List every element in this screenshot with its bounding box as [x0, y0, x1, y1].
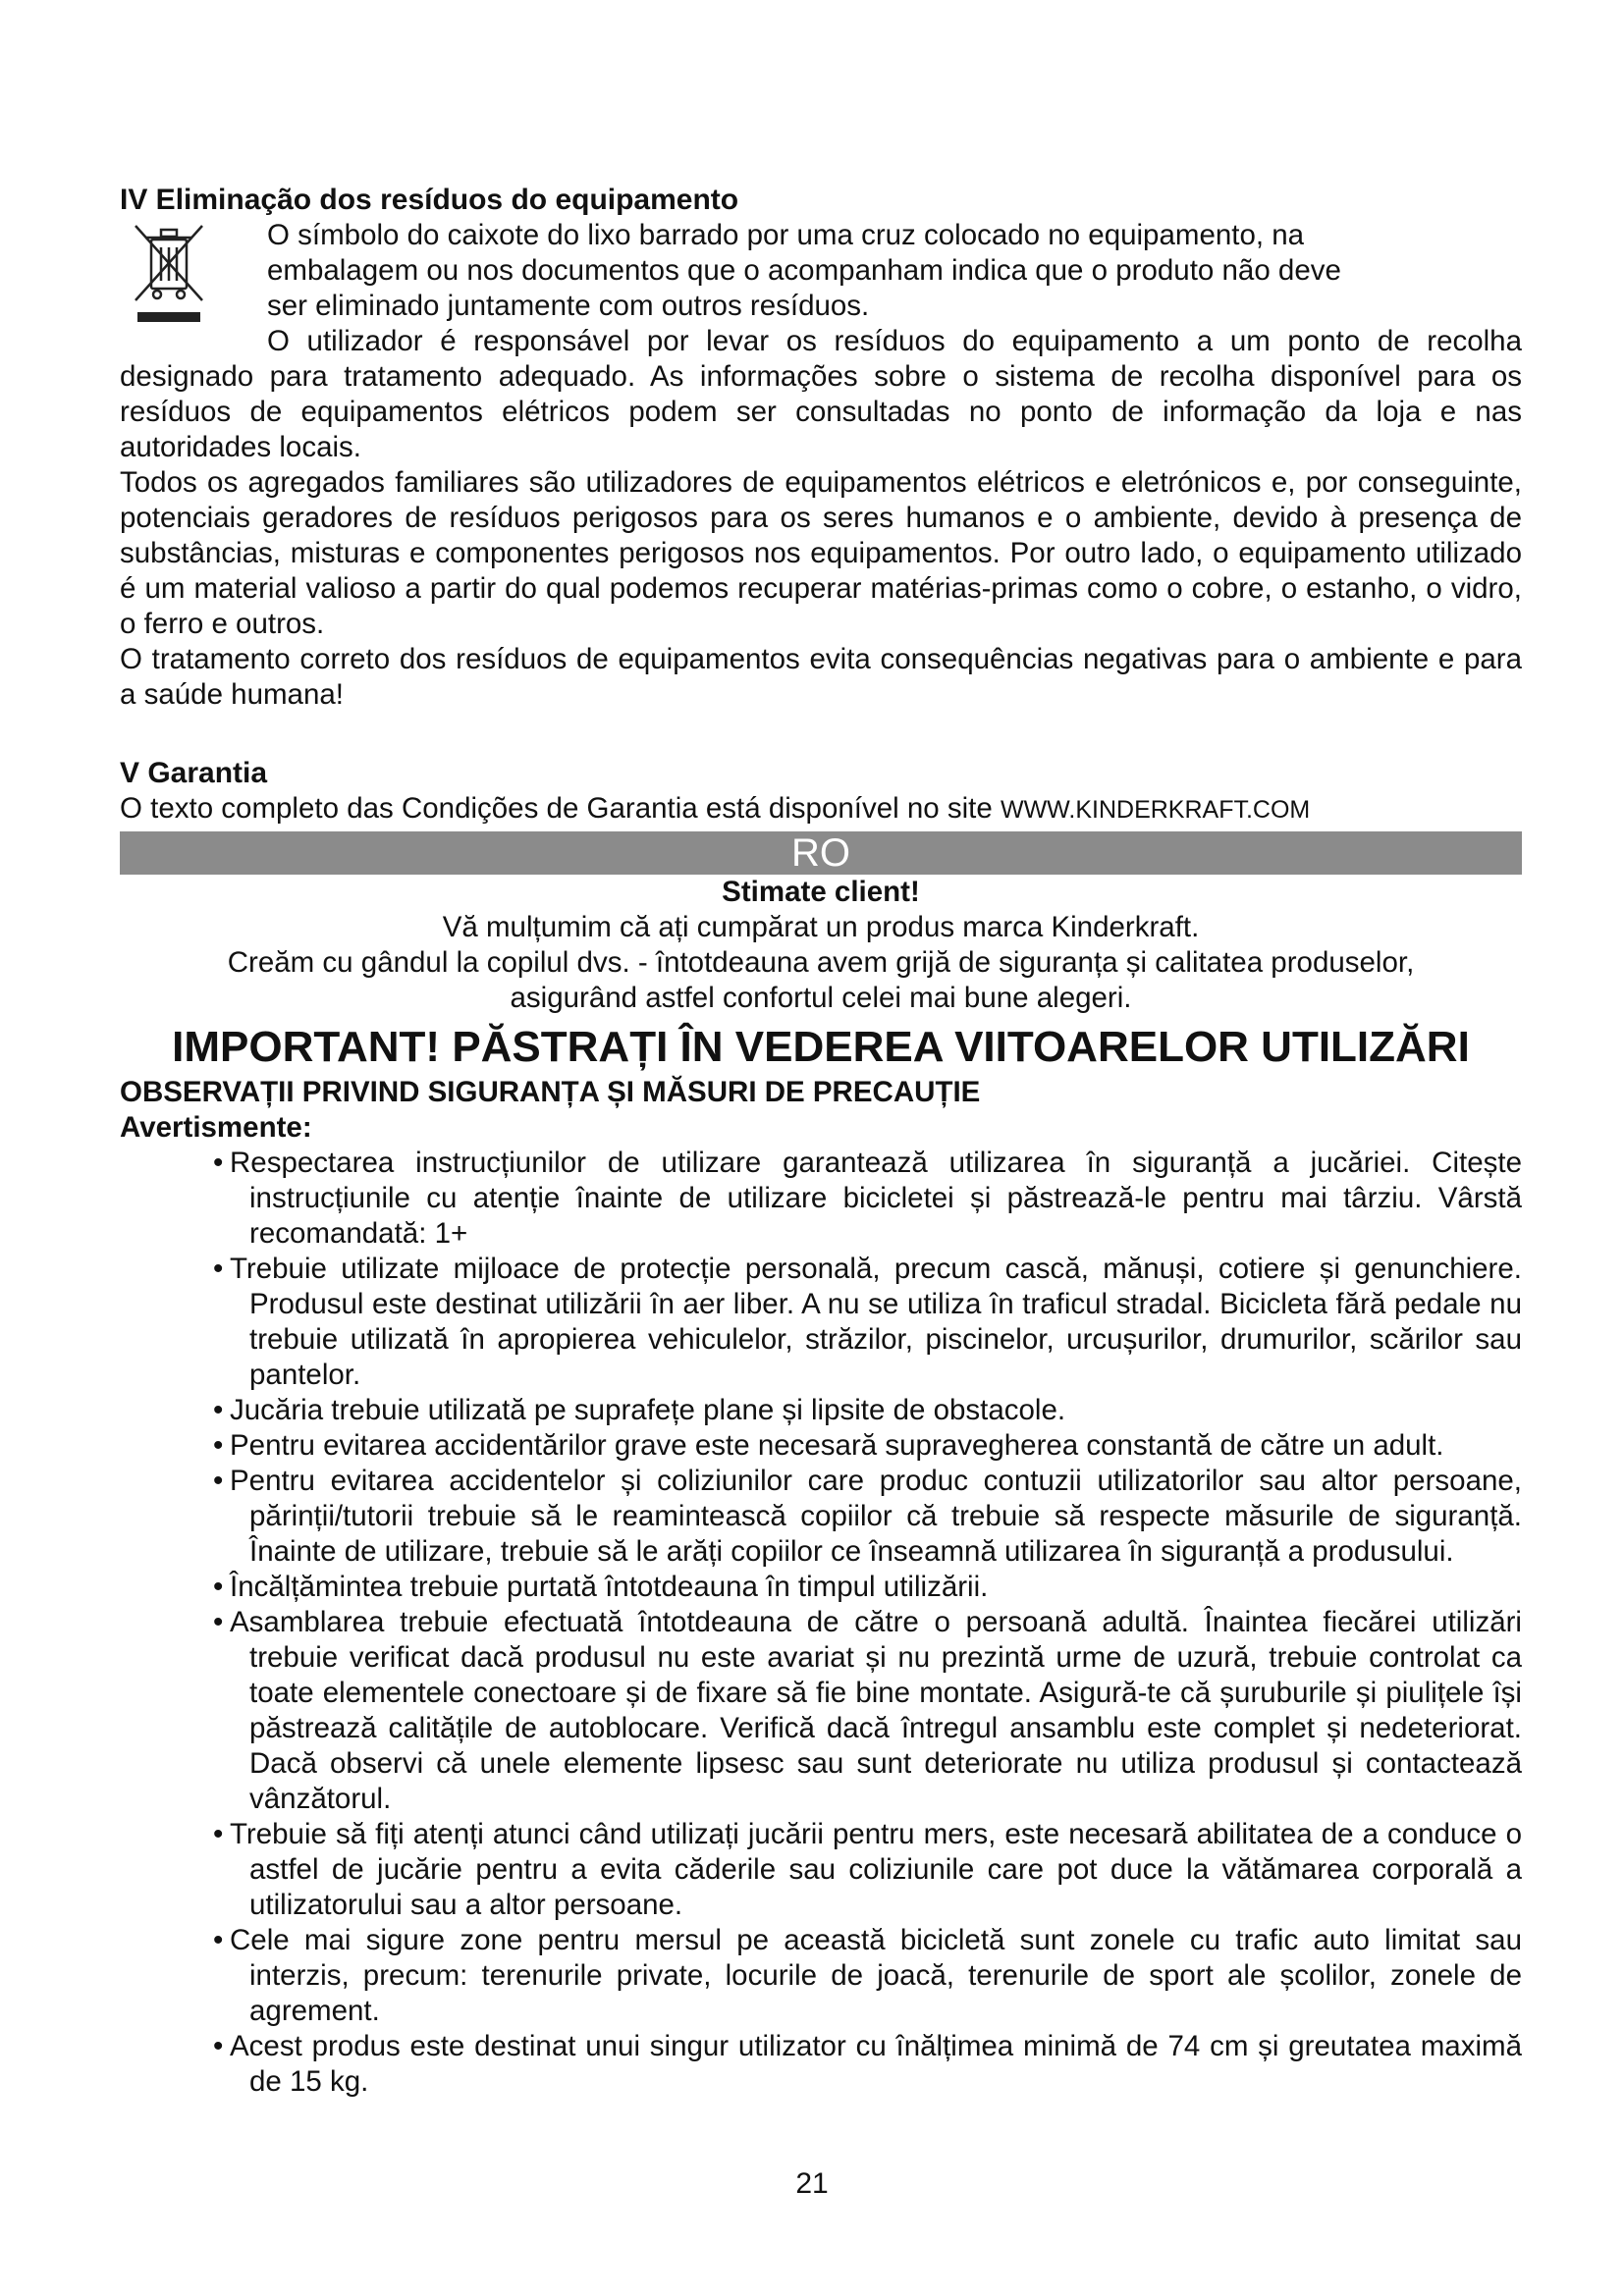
warnings-list [120, 1146, 1522, 2100]
warranty-sentence: O texto completo das Condições de Garantia está disponível no site [120, 792, 1001, 825]
list-item: • Pentru evitarea accidentărilor grave este necesară supravegherea constantă de către un adult. [120, 1428, 1522, 1464]
greeting: Stimate client! [722, 876, 920, 908]
intro-line-1: Creăm cu gândul la copilul dvs. - întotdeauna avem grijă de siguranța și calitatea produselor, [227, 946, 1415, 979]
disposal-paragraph-3: O tratamento correto dos resíduos de equipamentos evita consequências negativas para o ambiente e para a saúde humana! [120, 643, 1522, 711]
list-item: • Acest produs este destinat unui singur utilizator cu înălțimea minimă de 74 cm și greutatea maximă de 15 kg. [120, 2029, 1522, 2100]
weee-line: O símbolo do caixote do lixo barrado por uma cruz colocado no equipamento, na [267, 219, 1305, 251]
warranty-text [120, 791, 1522, 828]
list-item: • Trebuie să fiți atenți atunci când utilizați jucării pentru mers, este necesară abilitatea de a conduce o astfel de jucărie pentru a evita căderile sau coliziunile care pot duce la vătămarea corporală a utilizatorului sau a altor persoane. [120, 1817, 1522, 1923]
safety-heading: OBSERVAȚII PRIVIND SIGURANȚA ȘI MĂSURI DE PRECAUȚIE [120, 1076, 981, 1108]
section-title-disposal: IV Eliminação dos resíduos do equipamento [120, 184, 739, 216]
language-band-ro: RO [120, 831, 1522, 875]
list-item: • Trebuie utilizate mijloace de protecție personală, precum cască, mănuși, cotiere și genunchiere. Produsul este destinat utilizării în aer liber. A nu se utiliza în traficul stradal. Bicicleta fără pedale nu trebuie utilizată în apropierea vehiculelor, străzilor, piscinelor, urcușurilor, drumurilor, scărilor sau pantelor. [120, 1252, 1522, 1393]
list-item: • Asamblarea trebuie efectuată întotdeauna de către o persoană adultă. Înaintea fiecărei utilizări trebuie verificat dacă produsul nu este avariat și nu prezintă urme de uzură, trebuie controlat ca toate elementele conectoare și de fixare să fie bine montate. Asigură-te că șuruburile și piulițele își păstrează calitățile de autoblocare. Verifică dacă întregul ansamblu este complet și nedeteriorat. Dacă observi că unele elemente lipsesc sau sunt deteriorate nu utiliza produsul și contactează vânzătorul. [120, 1605, 1522, 1817]
list-item: • Încălțămintea trebuie purtată întotdeauna în timpul utilizării. [120, 1570, 1522, 1605]
warnings-heading: Avertismente: [120, 1111, 312, 1144]
warranty-url[interactable]: WWW.KINDERKRAFT.COM [1000, 796, 1311, 824]
weee-line: embalagem ou nos documentos que o acompanham indica que o produto não deve [267, 254, 1341, 287]
page-number: 21 [795, 2167, 829, 2200]
list-item: • Pentru evitarea accidentelor și coliziunilor care produc contuzii utilizatorilor sau altor persoane, părinții/tutorii trebuie să le reamintească copiilor că trebuie să respecte măsurile de siguranță. Înainte de utilizare, trebuie să le arăți copiilor ce înseamnă utilizarea în siguranță a produsului. [120, 1464, 1522, 1570]
page-content [120, 183, 1522, 2100]
list-item: • Respectarea instrucțiunilor de utilizare garantează utilizarea în siguranță a jucăriei. Citește instrucțiunile cu atenție înainte de utilizare bicicletei și păstrează-le pentru mai târziu. Vârstă recomandată: 1+ [120, 1146, 1522, 1252]
weee-line: ser eliminado juntamente com outros resíduos. [267, 290, 870, 322]
section-title-warranty: V Garantia [120, 757, 268, 789]
important-heading: IMPORTANT! PĂSTRAȚI ÎN VEDEREA VIITOARELOR UTILIZĂRI [172, 1023, 1470, 1071]
disposal-paragraph-1: O utilizador é responsável por levar os resíduos do equipamento a um ponto de recolha designado para tratamento adequado. As informações sobre o sistema de recolha disponível para os resíduos de equipamentos elétricos podem ser consultadas no ponto de informação da loja e nas autoridades locais. [120, 325, 1522, 463]
thanks-line: Vă mulțumim că ați cumpărat un produs marca Kinderkraft. [442, 911, 1200, 943]
disposal-paragraph-2: Todos os agregados familiares são utilizadores de equipamentos elétricos e eletrónicos e, por conseguinte, potenciais geradores de resíduos perigosos para os seres humanos e o ambiente, devido à presença de substâncias, misturas e componentes perigosos nos equipamentos. Por outro lado, o equipamento utilizado é um material valioso a partir do qual podemos recuperar matérias-primas como o cobre, o estanho, o vidro, o ferro e outros. [120, 466, 1522, 640]
crossed-out-bin-icon [132, 222, 206, 328]
spacer [120, 713, 1522, 756]
weee-block [120, 218, 1522, 324]
list-item: • Cele mai sigure zone pentru mersul pe această bicicletă sunt zonele cu trafic auto limitat sau interzis, precum: terenurile private, locurile de joacă, terenurile de sport ale școlilor, zonele de agrement. [120, 1923, 1522, 2029]
list-item: • Jucăria trebuie utilizată pe suprafețe plane și lipsite de obstacole. [120, 1393, 1522, 1428]
intro-line-2: asigurând astfel confortul celei mai bune alegeri. [510, 982, 1132, 1014]
